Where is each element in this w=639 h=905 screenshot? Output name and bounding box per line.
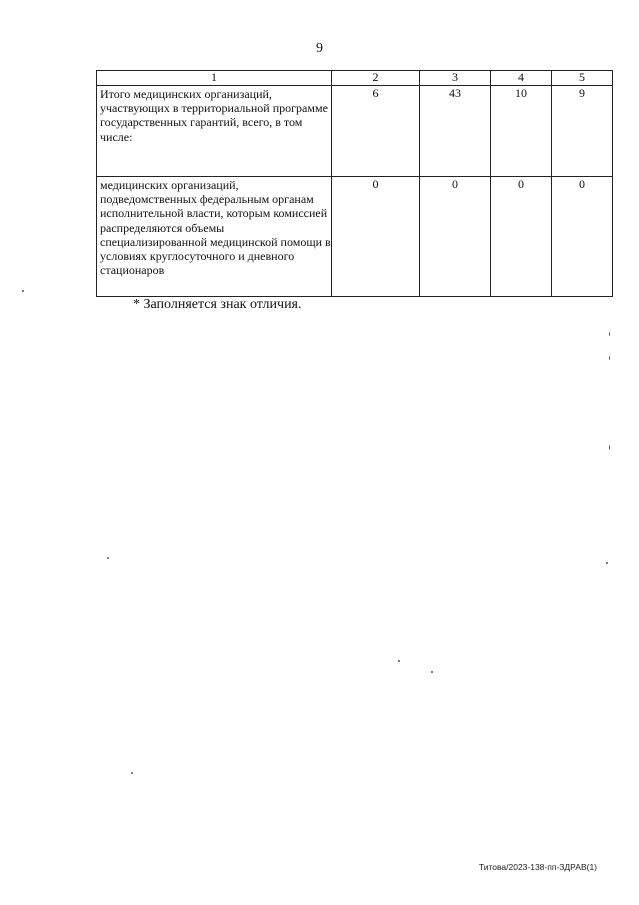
scan-speck xyxy=(107,557,109,559)
footnote: * Заполняется знак отличия. xyxy=(133,297,302,312)
scan-speck xyxy=(22,290,24,292)
scan-speck xyxy=(431,671,433,673)
scan-speck xyxy=(398,660,400,662)
scan-speck xyxy=(131,772,133,774)
column-header-2: 2 xyxy=(332,71,420,86)
table-header-row xyxy=(97,71,613,86)
page-number: 9 xyxy=(316,41,323,56)
cell-col-2: 6 xyxy=(332,86,420,177)
cell-col-3: 43 xyxy=(420,86,491,177)
scan-speck xyxy=(609,356,610,360)
scan-speck xyxy=(609,445,610,450)
column-header-1: 1 xyxy=(97,71,332,86)
cell-col-5: 0 xyxy=(552,177,613,297)
data-table xyxy=(96,70,613,297)
table-row-federal xyxy=(97,177,613,297)
row-label: Итого медицинских организаций, участвующих в территориальной программе государственных гарантий, всего, в том числе: xyxy=(97,86,332,177)
column-header-3: 3 xyxy=(420,71,491,86)
cell-col-4: 0 xyxy=(491,177,552,297)
row-label: медицинских организаций, подведомственных федеральным органам исполнительной власти, которым комиссией распределяются объемы специализированной медицинской помощи в условиях круглосуточного и дневного стационаров xyxy=(97,177,332,297)
column-header-4: 4 xyxy=(491,71,552,86)
cell-col-5: 9 xyxy=(552,86,613,177)
scan-speck xyxy=(609,332,610,336)
cell-col-3: 0 xyxy=(420,177,491,297)
scan-speck xyxy=(606,562,608,564)
footer-document-code: Титова/2023-138-пп-ЗДРАВ(1) xyxy=(478,862,597,872)
column-header-5: 5 xyxy=(552,71,613,86)
table-row-total xyxy=(97,86,613,177)
cell-col-4: 10 xyxy=(491,86,552,177)
cell-col-2: 0 xyxy=(332,177,420,297)
